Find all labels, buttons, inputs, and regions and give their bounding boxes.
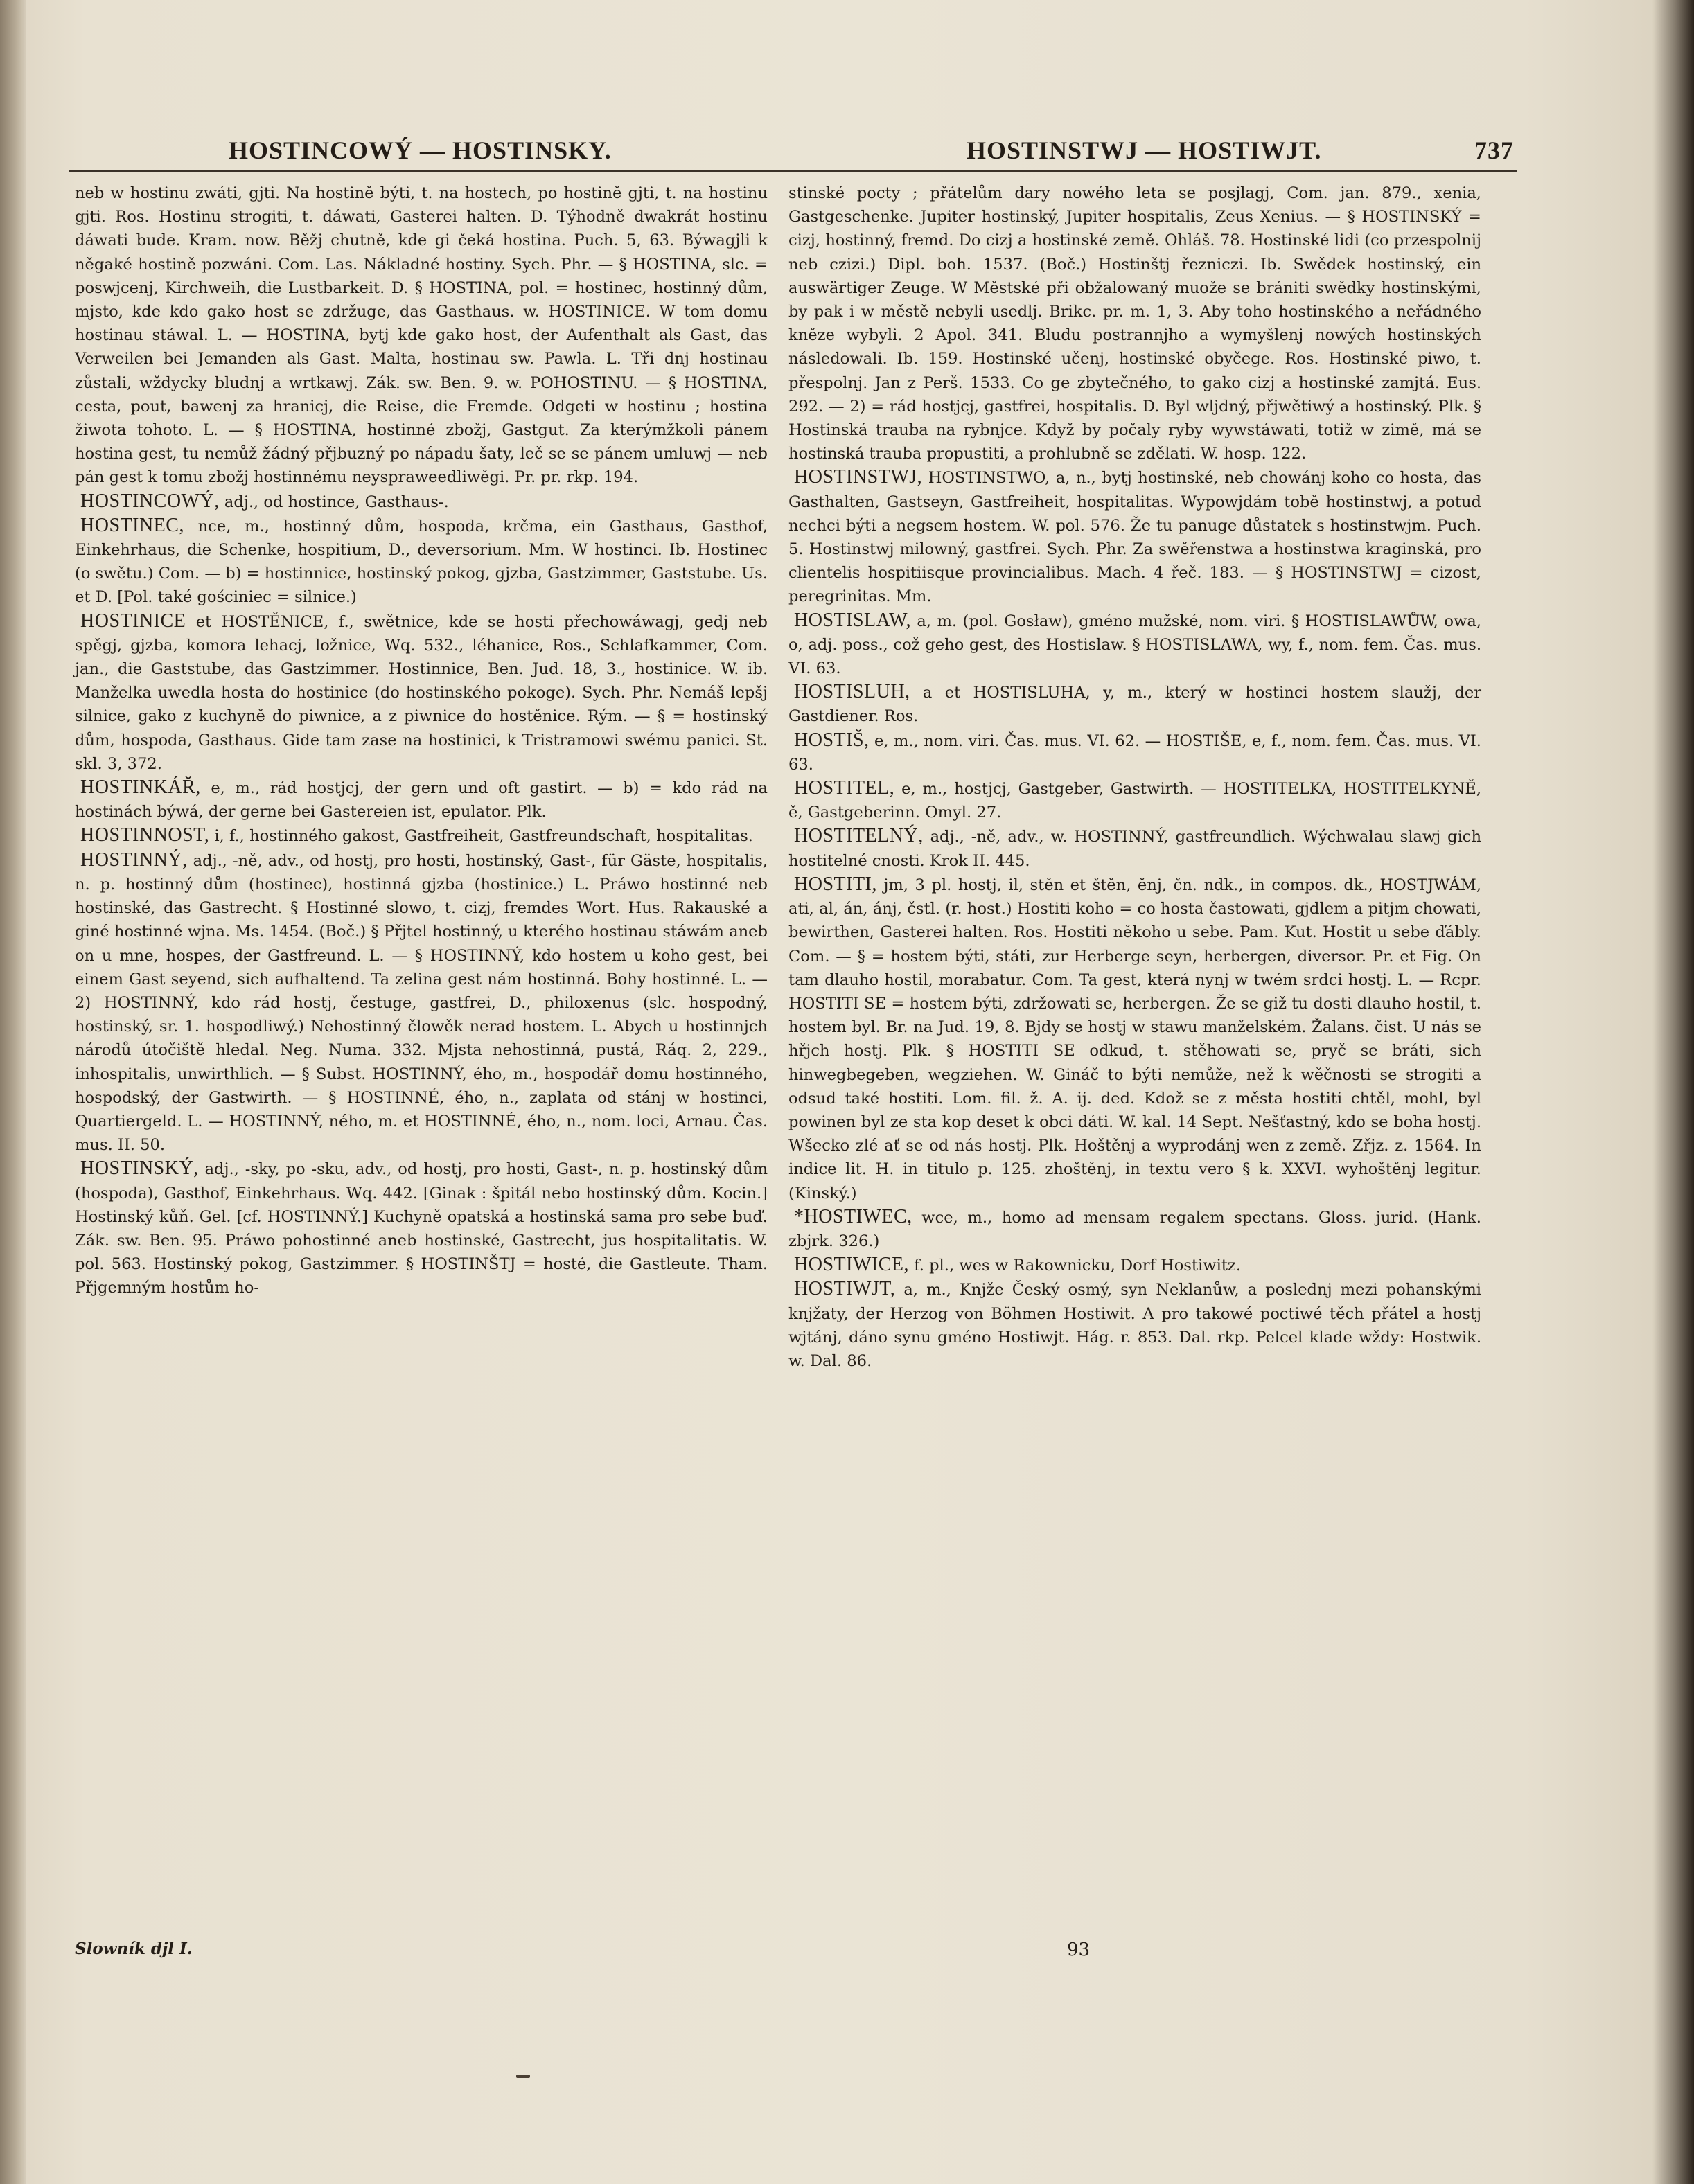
- dictionary-entry: [75, 1157, 768, 1299]
- entry-headword: HOSTINNÝ,: [80, 849, 188, 871]
- entry-text: adj., od hostince, Gasthaus-.: [224, 492, 449, 511]
- entry-text: e, m., nom. viri. Čas. mus. VI. 62. — HOSTIŠE, e, f., nom. fem. Čas. mus. VI. 63.: [788, 731, 1481, 774]
- entry-headword: HOSTISLUH,: [794, 681, 910, 703]
- dictionary-entry: [75, 610, 768, 776]
- dictionary-entry: [788, 729, 1481, 776]
- running-head-right: HOSTINSTWJ — HOSTIWJT.: [967, 136, 1322, 164]
- entry-text: f. pl., wes w Rakownicku, Dorf Hostiwitz.: [914, 1257, 1242, 1275]
- entry-headword: HOSTINEC,: [80, 514, 184, 536]
- dictionary-entry: [788, 609, 1481, 681]
- dictionary-entry: [788, 1205, 1481, 1253]
- page-edge-shadow: [1652, 0, 1694, 2184]
- entry-text: adj., -sky, po -sku, adv., od hostj, pro hosti, Gast-, n. p. hostinský dům (hospoda), Gasthof, Einkehrhaus. Wq. 442. [Ginak : špitál nebo hostinský dům. Kocin.] Hostinský kůň. Gel. [cf. HOSTINNÝ.] Kuchyně opatská a hostinská sama pro sebe buď. Zák. sw. Ben. 95. Práwo pohostinné aneb hostinské, Gastrecht, jus hospitalitatis. W. pol. 563. Hostinský pokog, Gastzimmer. § HOSTINŠTJ = hosté, die Gastleute. Tham. Přjgemným hostům ho-: [75, 1160, 768, 1297]
- folio-number: 93: [1067, 1939, 1091, 1960]
- dictionary-entry: [75, 849, 768, 1157]
- dictionary-entry: [788, 1253, 1481, 1277]
- entry-text: i, f., hostinného gakost, Gastfreiheit, Gastfreundschaft, hospitalitas.: [214, 827, 753, 846]
- entry-headword: HOSTINCOWÝ,: [80, 490, 220, 512]
- signature-mark: Slowník djl I.: [75, 1939, 193, 1958]
- dictionary-entry: [75, 776, 768, 824]
- entry-headword: HOSTITELNÝ,: [794, 825, 924, 847]
- entry-text: neb w hostinu zwáti, gjti. Na hostině býti, t. na hostech, po hostině gjti, t. na hostinu gjti. Ros. Hostinu strogiti, t. dáwati, Gasterei halten. D. Týhodně dwakrát hostinu dáwati bude. Kram. now. Běžj chutně, kde gi čeká hostina. Puch. 5, 63. Býwagjli k něgaké hostině pozwáni. Com. Las. Nákladné hostiny. Sych. Phr. — § HOSTINA, slc. = poswjcenj, Kirchweih, die Lustbarkeit. D. § HOSTINA, pol. = hostinec, hostinný dům, mjsto, kde kdo gako host se zdržuge, das Gasthaus. w. HOSTINICE. W tom domu hostinau stáwal. L. — HOSTINA, bytj kde gako host, der Aufenthalt als Gast, das Verweilen bei Jemanden als Gast. Malta, hostinau sw. Pawla. L. Tři dnj hostinau zůstali, wždycky bludnj a wrtkawj. Zák. sw. Ben. 9. w. POHOSTINU. — § HOSTINA, cesta, pout, bawenj za hranicj, die Reise, die Fremde. Odgeti w hostinu ; hostina žiwota tohoto. L. — § HOSTINA, hostinné zbožj, Gastgut. Za kterýmžkoli pánem hostina gest, tu nemůž žádný přjbuzný po nápadu šaty, leč se se pánem umluwj — neb pán gest k tomu zbožj hostinnému neyspraweedliwěgi. Pr. pr. rkp. 194.: [75, 184, 768, 487]
- entry-headword: *HOSTIWEC,: [794, 1205, 912, 1227]
- dictionary-entry: [788, 465, 1481, 608]
- dictionary-entry: [788, 680, 1481, 728]
- entry-headword: HOSTIŠ,: [794, 729, 870, 751]
- left-column: [75, 181, 768, 1300]
- entry-text: adj., -ně, adv., od hostj, pro hosti, hostinský, Gast-, für Gäste, hospitalis, n. p. hostinný dům (hostinec), hostinná gjzba (hostinice.) L. Práwo hostinné neb hostinské, das Gastrecht. § Hostinné slowo, t. cizj, fremdes Wort. Hus. Rakauské a giné hostinné wjna. Ms. 1454. (Boč.) § Přjtel hostinný, u kterého hostinau stáwám aneb on u mne, hospes, der Gastfreund. L. — § HOSTINNÝ, kdo hostem u koho gest, bei einem Gast seyend, sich aufhaltend. Ta zelina gest nám hostinná. Bohy hostinné. L. — 2) HOSTINNÝ, kdo rád hostj, čestuge, gastfrei, D., philoxenus (slc. hospodný, hostinský, sr. 1. hospodliwý.) Nehostinný člowěk nerad hostem. L. Abych u hostinnjch národů útočiště hledal. Neg. Numa. 332. Mjsta nehostinná, pustá, Ráq. 2, 229., inhospitalis, unwirthlich. — § Subst. HOSTINNÝ, ého, m., hospodář domu hostinného, hospodský, der Gastwirth. — § HOSTINNÉ, ého, n., zaplata od stánj w hostinci, Quartiergeld. L. — HOSTINNÝ, ného, m. et HOSTINNÉ, ého, n., nom. loci, Arnau. Čas. mus. II. 50.: [75, 851, 768, 1155]
- entry-headword: HOSTISLAW,: [794, 609, 911, 631]
- entry-headword: HOSTINSKÝ,: [80, 1157, 199, 1180]
- dictionary-entry: [75, 490, 768, 514]
- dictionary-entry: [788, 1277, 1481, 1373]
- entry-headword: HOSTINKÁŘ,: [80, 776, 201, 799]
- entry-text: nce, m., hostinný dům, hospoda, krčma, ein Gasthaus, Gasthof, Einkehrhaus, die Schenke, hospitium, D., deversorium. Mm. W hostinci. Ib. Hostinec (o swětu.) Com. — b) = hostinnice, hostinský pokog, gjzba, Gastzimmer, Gaststube. Us. et D. [Pol. také gościniec = silnice.): [75, 517, 768, 607]
- running-head-left: HOSTINCOWÝ — HOSTINSKY.: [229, 136, 612, 164]
- dictionary-entry: [788, 873, 1481, 1205]
- entry-headword: HOSTINNOST,: [80, 824, 210, 846]
- entry-text: jm, 3 pl. hostj, il, stěn et štěn, ěnj, čn. ndk., in compos. dk., HOSTJWÁM, ati, al, án, ánj, čstl. (r. host.) Hostiti koho = co hosta častowati, gjdlem a pitjm chowati, bewirthen, Gasterei halten. Ros. Hostiti někoho u sebe. Pam. Kut. Hostit u sebe ďábly. Com. — § = hostem býti, státi, zur Herberge seyn, herbergen, diversor. Pr. et Fig. On tam dlauho hostil, morabatur. Com. Ta gest, která nynj w twém srdci hostj. L. — Rcpr. HOSTITI SE = hostem býti, zdržowati se, herbergen. Že se giž tu dosti dlauho hostil, t. hostem byl. Br. na Jud. 19, 8. Bjdy se hostj w stawu manželském. Žalans. čist. U nás se hřjch hostj. Plk. § HOSTITI SE odkud, t. stěhowati se, pryč se bráti, sich hinwegbegeben, wegziehen. W. Gináč to býti nemůže, než k wěčnosti se strogiti a odsud také hostiti. Lom. fil. ž. A. ij. ded. Kdož se z města hostiti chtěl, mohl, byl powinen byl ze sta kop deset k obci dáti. W. kal. 14 Sept. Nešťastný, kdo se boha hostj. Wšecko zlé ať se od nás hostj. Plk. Hoštěnj a wyprodánj wen z země. Zřjz. z. 1564. In indice lit. H. in titulo p. 125. zhoštěnj, in textu vero § k. XXVI. wyhoštěnj legitur. (Kinský.): [788, 876, 1481, 1202]
- entry-text: e, m., rád hostjcj, der gern und oft gastirt. — b) = kdo rád na hostinách býwá, der gerne bei Gastereien ist, epulator. Plk.: [75, 779, 768, 822]
- dictionary-entry: [75, 514, 768, 610]
- entry-text: a, m. (pol. Gosław), gméno mužské, nom. viri. § HOSTISLAWŮW, owa, o, adj. poss., což geho gest, des Hostislaw. § HOSTISLAWA, wy, f., nom. fem. Čas. mus. VI. 63.: [788, 612, 1481, 678]
- dictionary-entry: [788, 776, 1481, 824]
- book-spine-shadow: [0, 0, 26, 2184]
- entry-text: e, m., hostjcj, Gastgeber, Gastwirth. — HOSTITELKA, HOSTITELKYNĚ, ě, Gastgeberinn. Omyl. 27.: [788, 780, 1481, 822]
- dictionary-entry: [75, 181, 768, 490]
- entry-headword: HOSTINICE: [80, 610, 186, 632]
- entry-headword: HOSTINSTWJ,: [794, 466, 923, 488]
- entry-text: wce, m., homo ad mensam regalem spectans. Gloss. jurid. (Hank. zbjrk. 326.): [788, 1208, 1481, 1250]
- entry-headword: HOSTITI,: [794, 873, 877, 895]
- ink-smudge: [516, 2075, 530, 2078]
- header-rule: [69, 170, 1517, 172]
- entry-headword: HOSTITEL,: [794, 777, 895, 799]
- entry-text: adj., -ně, adv., w. HOSTINNÝ, gastfreundlich. Wýchwalau slawj gich hostitelné cnosti. Krok II. 445.: [788, 828, 1482, 870]
- page-number: 737: [1474, 136, 1514, 164]
- entry-headword: HOSTIWICE,: [794, 1254, 909, 1276]
- entry-headword: HOSTIWJT,: [794, 1278, 896, 1300]
- dictionary-entry: [75, 824, 768, 848]
- entry-text: a, m., Knjže Český osmý, syn Neklanůw, a poslednj mezi pohanskými knjžaty, der Herzog von Böhmen Hostiwit. A pro takowé poctiwé těch přátel a hostj wjtánj, dáno synu gméno Hostiwjt. Hág. r. 853. Dal. rkp. Pelcel klade wždy: Hostwik. w. Dal. 86.: [788, 1281, 1482, 1370]
- dictionary-entry: [788, 824, 1481, 872]
- entry-text: et HOSTĚNICE, f., swětnice, kde se hosti přechowáwagj, gedj neb spěgj, gjzba, komora lehacj, ložnice, Wq. 532., léhanice, Ros., Schlafkammer, Com. jan., die Gaststube, das Gastzimmer. Hostinnice, Ben. Jud. 18, 3., hostinice. W. ib. Manželka uwedla hosta do hostinice (do hostinského pokoge). Sych. Phr. Nemáš lepšj silnice, gako z kuchyně do piwnice, a z piwnice do hostěnice. Rým. — § = hostinský dům, hospoda, Gasthaus. Gide tam zase na hostinici, k Tristramowi swému panici. St. skl. 3, 372.: [75, 612, 768, 773]
- entry-text: a et HOSTISLUHA, y, m., který w hostinci hostem slaužj, der Gastdiener. Ros.: [788, 684, 1481, 726]
- entry-text: stinské pocty ; přátelům dary nowého leta se posjlagj, Com. jan. 879., xenia, Gastgeschenke. Jupiter hostinský, Jupiter hospitalis, Zeus Xenius. — § HOSTINSKÝ = cizj, hostinný, fremd. Do cizj a hostinské země. Ohláš. 78. Hostinské lidi (co przespolnij neb czizi.) Dipl. boh. 1537. (Boč.) Hostinštj řezniczi. Ib. Swědek hostinský, ein auswärtiger Zeuge. W Městské při obžalowaný muože se brániti swědky hostinskými, by pak i w městě nebyli usedlj. Brikc. pr. m. 1, 3. Aby toho hostinského a neřádného kněze wybyli. 2 Apol. 341. Bludu postrannjho a wymyšlenj nowých hostinských následowali. Ib. 159. Hostinské učenj, hostinské obyčege. Ros. Hostinské piwo, t. přespolnj. Jan z Perš. 1533. Co ge zbytečného, to gako cizj a hostinské zamjtá. Eus. 292. — 2) = rád hostjcj, gastfrei, hospitalis. D. Byl wljdný, přjwětiwý a hostinský. Plk. § Hostinská trauba na rybnjce. Když by počaly ryby wywstáwati, totiž w zimě, má se hostinská trauba propustiti, a prohlubně se zdělati. W. hosp. 122.: [788, 184, 1481, 463]
- dictionary-entry: [788, 181, 1481, 465]
- entry-text: HOSTINSTWO, a, n., bytj hostinské, neb chowánj koho co hosta, das Gasthalten, Gastseyn, Gastfreiheit, hospitalitas. Wypowjdám tobě hostinstwj, a potud nechci býti a negsem hostem. W. pol. 576. Že tu panuge důstatek s hostinstwjm. Puch. 5. Hostinstwj milowný, gastfrei. Sych. Phr. Za swěřenstwa a hostinstwa kraginská, pro clientelis hospitiisque provincialibus. Mach. 4 řeč. 183. — § HOSTINSTWJ = cizost, peregrinitas. Mm.: [788, 469, 1481, 606]
- right-column: [788, 181, 1481, 1373]
